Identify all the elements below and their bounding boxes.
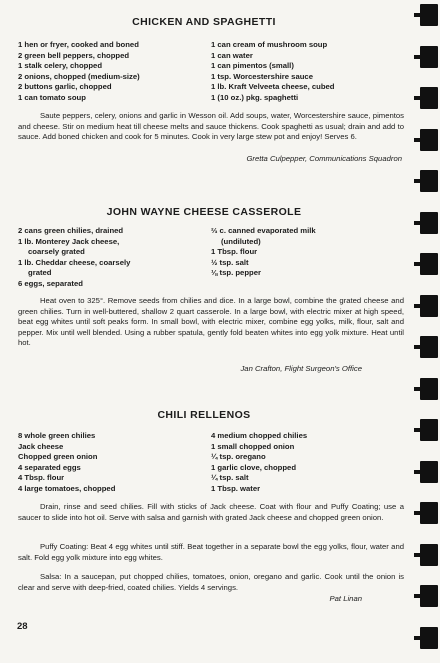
ingredient: 1 can cream of mushroom soup bbox=[211, 40, 328, 49]
page-number: 28 bbox=[17, 621, 28, 632]
ingredient: ½ tsp. salt bbox=[211, 257, 249, 267]
binding-tab bbox=[420, 253, 438, 275]
ingredient: 2 green bell peppers, chopped bbox=[18, 50, 130, 60]
ingredient: ¼ tsp. oregano bbox=[211, 452, 266, 462]
binding-tab bbox=[420, 4, 438, 26]
ingredient: 1 can water bbox=[211, 50, 253, 60]
directions: Saute peppers, celery, onions and garlic in Wesson oil. Add soups, water, Worcestershire sauce, pimentos and cheese. Stir on medium heat till cheese melts and sauce thickens. Cook spaghetti as usual; drain and add to sauce. Add boned chicken and cook for 5 minutes. Cook in very large stew pot and enjoy! Serves 6. bbox=[18, 111, 404, 142]
binding-tab bbox=[420, 502, 438, 524]
ingredient: ⅛ tsp. pepper bbox=[211, 268, 261, 278]
binding-tab bbox=[420, 461, 438, 483]
ingredients-right bbox=[211, 40, 334, 104]
directions: Salsa: In a saucepan, put chopped chilies, tomatoes, onion, oregano and garlic. Cook until the onion is clear and serve with deep-fried, coated chilies. Yields 4 servings. bbox=[18, 572, 404, 592]
recipe-credit: Jan Crafton, Flight Surgeon's Office bbox=[240, 364, 362, 373]
ingredient: (undiluted) bbox=[221, 236, 261, 246]
ingredient: 2 onions, chopped (medium-size) bbox=[18, 71, 140, 81]
ingredients-right bbox=[211, 226, 316, 279]
ingredient: 4 Tbsp. flour bbox=[18, 473, 65, 483]
ingredient: 2 cans green chilies, drained bbox=[18, 226, 124, 235]
ingredients-left bbox=[18, 226, 130, 290]
spiral-binding bbox=[410, 0, 440, 663]
binding-tab bbox=[420, 544, 438, 566]
ingredients-left bbox=[18, 431, 115, 495]
binding-tab bbox=[420, 419, 438, 441]
ingredient: Jack cheese bbox=[18, 441, 64, 451]
ingredient: 1 Tbsp. flour bbox=[211, 247, 258, 257]
ingredient: 1 stalk celery, chopped bbox=[18, 61, 103, 71]
ingredient: 1 (10 oz.) pkg. spaghetti bbox=[211, 92, 299, 102]
ingredients-left bbox=[18, 40, 140, 104]
ingredient: 4 large tomatoes, chopped bbox=[18, 483, 116, 493]
ingredient: ⅔ c. canned evaporated milk bbox=[211, 226, 316, 235]
recipe-title: JOHN WAYNE CHEESE CASSEROLE bbox=[106, 206, 302, 218]
binding-tab bbox=[420, 212, 438, 234]
ingredient: 1 lb. Kraft Velveeta cheese, cubed bbox=[211, 82, 335, 92]
directions: Heat oven to 325°. Remove seeds from chilies and dice. In a large bowl, combine the grated cheese and green chilies. Turn in well-buttered, shallow 2 quart casserole. In a large bowl, with electric mixer at high speed, beat egg whites until soft peaks form. In small bowl, with electric mixer, combine egg yolks, milk, flour, salt and pepper. Mix until well blended. Using a rubber spatula, gently fold beaten whites into egg yolk mixture. Heat until hot. bbox=[18, 296, 404, 348]
directions: Drain, rinse and seed chilies. Fill with sticks of Jack cheese. Coat with flour and Puffy Coating; use a saucer to slide into hot oil. Serve with salsa and garnish with grated Jack cheese and chopped green onion. bbox=[18, 502, 404, 522]
ingredient: 4 medium chopped chilies bbox=[211, 431, 308, 440]
ingredient: 1 can tomato soup bbox=[18, 92, 86, 102]
ingredient: 1 lb. Cheddar cheese, coarsely bbox=[18, 257, 131, 267]
ingredient: 2 buttons garlic, chopped bbox=[18, 82, 112, 92]
ingredient: coarsely grated bbox=[28, 247, 85, 257]
binding-tab bbox=[420, 46, 438, 68]
binding-tab bbox=[420, 129, 438, 151]
ingredient: 1 hen or fryer, cooked and boned bbox=[18, 40, 139, 49]
ingredient: 8 whole green chilies bbox=[18, 431, 96, 440]
ingredient: 4 separated eggs bbox=[18, 462, 81, 472]
ingredient: ¼ tsp. salt bbox=[211, 473, 249, 483]
binding-tab bbox=[420, 170, 438, 192]
ingredient: 1 can pimentos (small) bbox=[211, 61, 294, 71]
ingredient: Chopped green onion bbox=[18, 452, 98, 462]
directions: Puffy Coating: Beat 4 egg whites until stiff. Beat together in a separate bowl the egg yolks, flour, water and salt. Fold egg yolk mixture into egg whites. bbox=[18, 542, 404, 562]
binding-tab bbox=[420, 336, 438, 358]
recipe-title: CHICKEN AND SPAGHETTI bbox=[132, 16, 276, 28]
ingredients-right bbox=[211, 431, 307, 495]
binding-tab bbox=[420, 295, 438, 317]
ingredient: 1 tsp. Worcestershire sauce bbox=[211, 71, 313, 81]
ingredient: 1 lb. Monterey Jack cheese, bbox=[18, 236, 120, 246]
binding-tab bbox=[420, 627, 438, 649]
ingredient: grated bbox=[28, 268, 52, 278]
recipe-credit: Pat Linan bbox=[329, 594, 362, 603]
binding-tab bbox=[420, 378, 438, 400]
recipe-title: CHILI RELLENOS bbox=[157, 409, 251, 421]
recipe-credit: Gretta Culpepper, Communications Squadron bbox=[246, 154, 402, 163]
ingredient: 1 small chopped onion bbox=[211, 441, 295, 451]
ingredient: 1 Tbsp. water bbox=[211, 483, 261, 493]
binding-tab bbox=[420, 585, 438, 607]
ingredient: 6 eggs, separated bbox=[18, 278, 83, 288]
binding-tab bbox=[420, 87, 438, 109]
ingredient: 1 garlic clove, chopped bbox=[211, 462, 297, 472]
